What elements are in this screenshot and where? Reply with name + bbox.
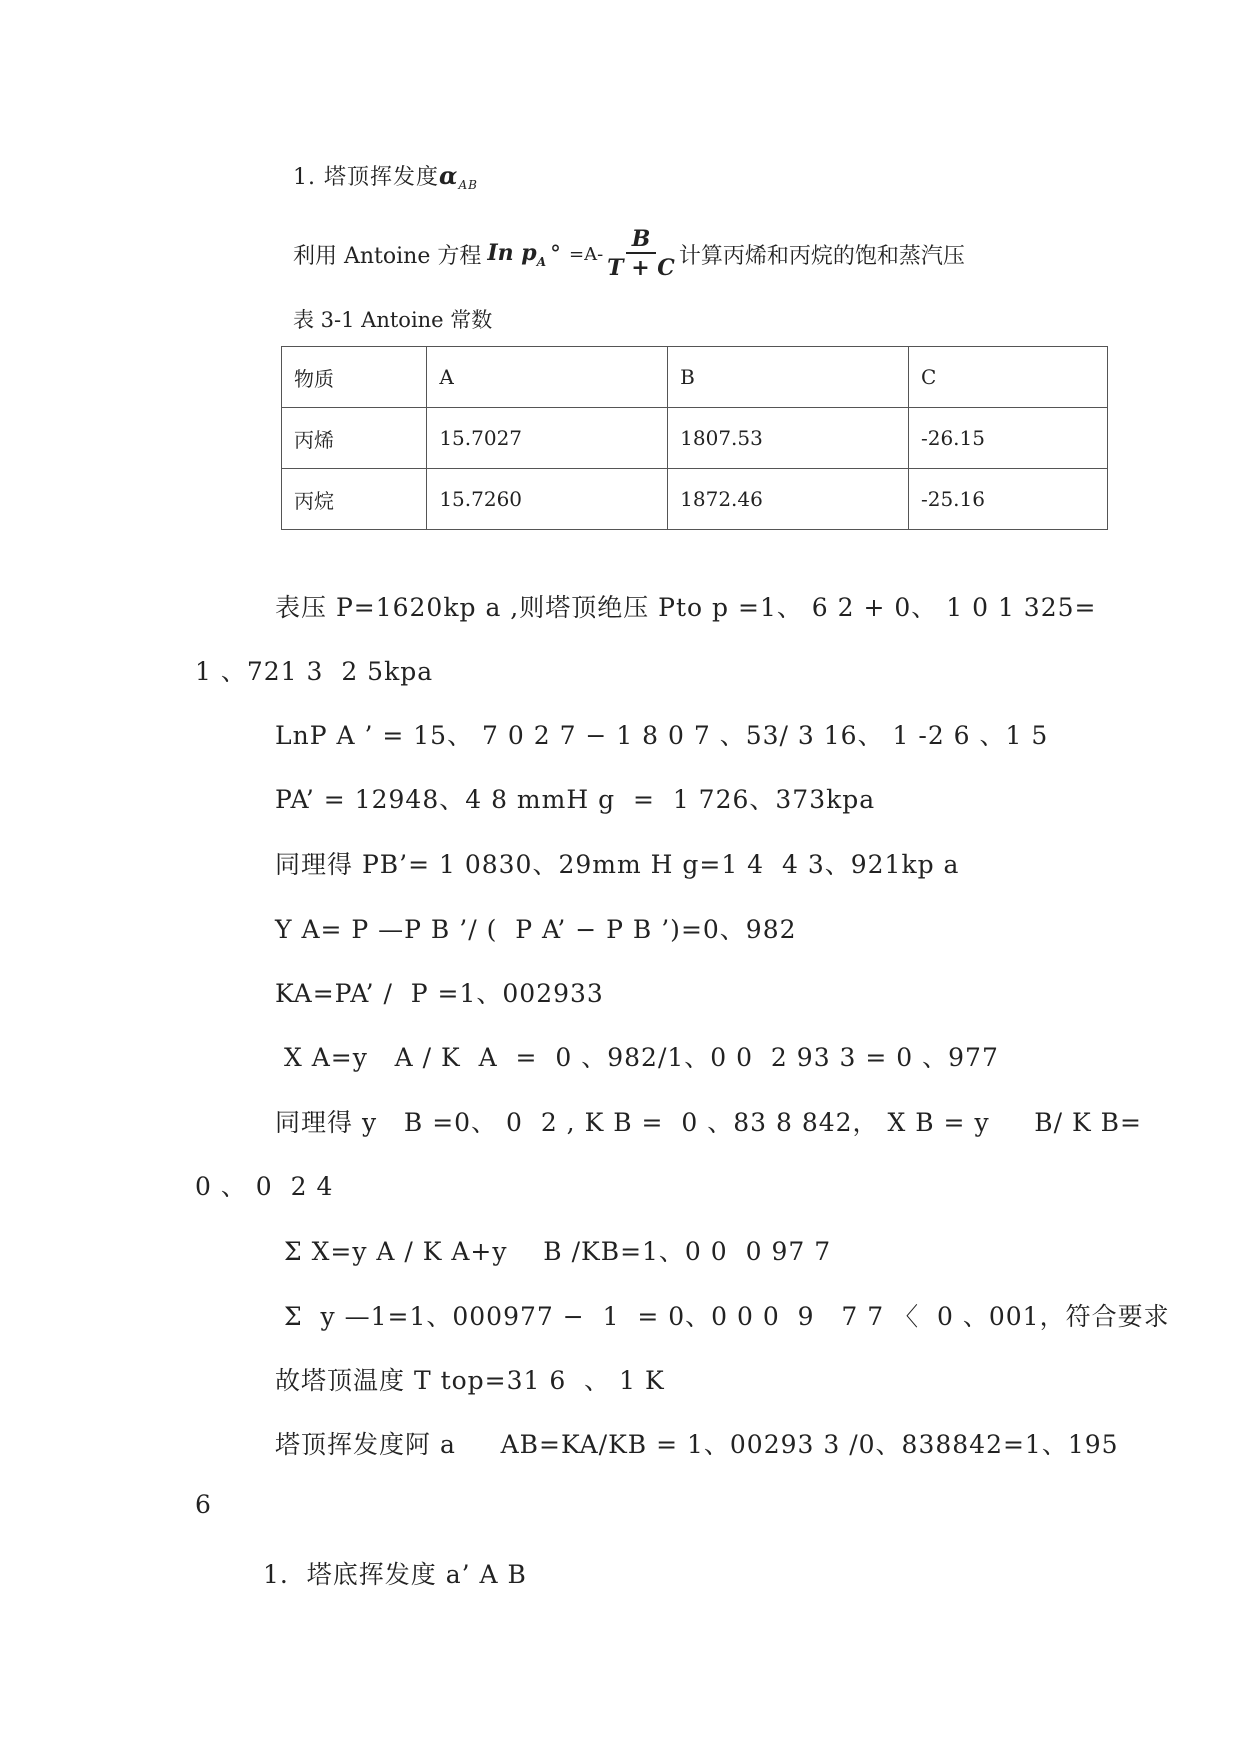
text-line: KA=PA’ / P =1、002933	[275, 979, 604, 1008]
equation-prefix: 利用 Antoine 方程	[293, 243, 482, 269]
equation-suffix: 计算丙烯和丙烷的饱和蒸汽压	[678, 243, 965, 269]
table-cell: 丙烯	[282, 408, 427, 469]
table-cell: -25.16	[908, 469, 1107, 530]
table-header-cell: A	[427, 347, 668, 408]
table-caption: 表 3-1 Antoine 常数	[293, 308, 493, 332]
text-line: 同理得 y B =0、 0 2 , K B = 0 、83 8 842， X B = y B/ K B=	[275, 1108, 1142, 1137]
table-cell: 15.7260	[427, 469, 668, 530]
equation-degree: °	[550, 241, 561, 267]
antoine-constants-table	[281, 346, 1108, 530]
text-line: X A=y A / K A = 0 、982/1、0 0 2 93 3 = 0 、977	[275, 1043, 999, 1072]
text-line: Y A= P —P B ’/ ( P A’ − P B ’)=0、982	[275, 915, 797, 944]
text-line: LnP A ’ = 15、 7 0 2 7 − 1 8 0 7 、53/ 3 16、 1 -2 6 、1 5	[275, 721, 1049, 750]
text-line: Σ X=y A / K A+y B /KB=1、0 0 0 97 7	[275, 1237, 832, 1266]
table-header-cell: C	[908, 347, 1107, 408]
text-line: 故塔顶温度 T top=31 6 、 1 K	[275, 1366, 665, 1395]
table-cell: -26.15	[908, 408, 1107, 469]
antoine-equation-line	[293, 226, 965, 282]
text-line: Σ y —1=1、000977 − 1 = 0、0 0 0 9 7 7 〈 0 、001，符合要求	[275, 1302, 1170, 1331]
table-header-cell: 物质	[282, 347, 427, 408]
table-header-cell: B	[668, 347, 909, 408]
equation-fraction	[607, 226, 675, 282]
table-cell: 15.7027	[427, 408, 668, 469]
table-row	[282, 408, 1108, 469]
table-cell: 1807.53	[668, 408, 909, 469]
fraction-numerator: B	[626, 226, 657, 254]
table-cell: 丙烷	[282, 469, 427, 530]
equation-lnp: In $p_A$	[487, 239, 546, 269]
text-line: 表压 P=1620kp a ,则塔顶绝压 Pto p =1、 6 2 + 0、 1 0 1 325=	[275, 593, 1097, 622]
section-heading-top-volatility: 1. 塔顶挥发度$\alpha_{AB}$	[293, 161, 478, 192]
text-line: PA’ = 12948、4 8 mmH g = 1 726、373kpa	[275, 785, 876, 814]
table-row	[282, 469, 1108, 530]
text-line: 塔顶挥发度阿 a AB=KA/KB = 1、00293 3 /0、838842=1、195	[275, 1430, 1119, 1459]
text-line: 1 、721 3 2 5kpa	[195, 657, 434, 686]
text-line: 0 、 0 2 4	[195, 1172, 334, 1201]
table-cell: 1872.46	[668, 469, 909, 530]
text-line: 6	[195, 1490, 212, 1519]
section-heading-bottom-volatility: 1. 塔底挥发度 a’ A B	[263, 1560, 527, 1589]
alpha-symbol: α	[438, 161, 459, 190]
alpha-subscript: AB	[458, 178, 478, 192]
fraction-denominator: T + C	[607, 255, 675, 281]
table-header-row	[282, 347, 1108, 408]
equation-equals: =A-	[569, 243, 604, 265]
text-line: 同理得 PB’= 1 0830、29mm H g=1 4 4 3、921kp a	[275, 850, 960, 879]
